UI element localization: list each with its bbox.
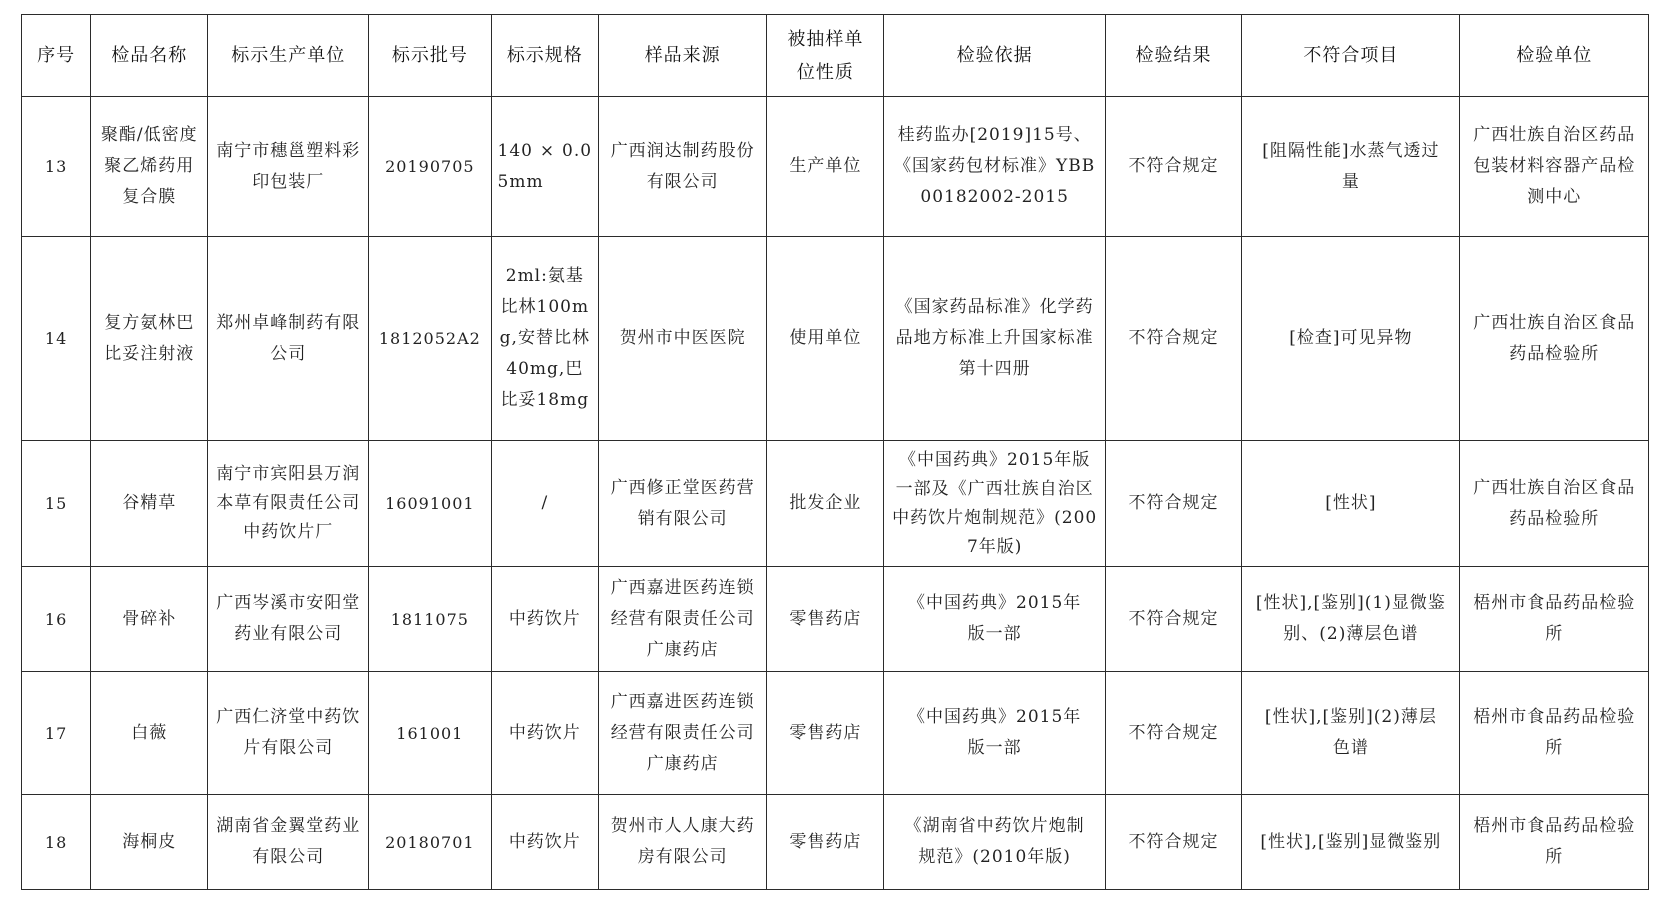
header-lab: 检验单位 xyxy=(1460,15,1649,97)
cell-seq: 18 xyxy=(22,795,91,890)
cell-basis: 《中国药典》2015年版一部 xyxy=(884,672,1105,795)
cell-spec: 140 × 0.05mm xyxy=(491,97,599,237)
cell-lab: 广西壮族自治区食品药品检验所 xyxy=(1460,441,1649,567)
table-row xyxy=(22,441,1649,567)
cell-nonconformity: [性状],[鉴别](1)显微鉴别、(2)薄层色谱 xyxy=(1242,567,1460,672)
cell-spec: 中药饮片 xyxy=(491,567,599,672)
cell-unit-type: 生产单位 xyxy=(767,97,884,237)
cell-seq: 16 xyxy=(22,567,91,672)
cell-batch: 161001 xyxy=(369,672,491,795)
cell-manufacturer: 广西岑溪市安阳堂药业有限公司 xyxy=(208,567,369,672)
cell-batch: 20190705 xyxy=(369,97,491,237)
cell-nonconformity: [阻隔性能]水蒸气透过量 xyxy=(1242,97,1460,237)
cell-name: 海桐皮 xyxy=(91,795,208,890)
cell-nonconformity: [性状],[鉴别](2)薄层色谱 xyxy=(1242,672,1460,795)
cell-seq: 14 xyxy=(22,237,91,441)
cell-basis: 桂药监办[2019]15号、《国家药包材标准》YBB00182002-2015 xyxy=(884,97,1105,237)
cell-batch: 16091001 xyxy=(369,441,491,567)
cell-basis: 《中国药典》2015年版一部 xyxy=(884,567,1105,672)
cell-source: 广西嘉进医药连锁经营有限责任公司广康药店 xyxy=(599,672,767,795)
cell-seq: 15 xyxy=(22,441,91,567)
cell-name: 谷精草 xyxy=(91,441,208,567)
cell-unit-type: 零售药店 xyxy=(767,567,884,672)
cell-name: 聚酯/低密度聚乙烯药用复合膜 xyxy=(91,97,208,237)
header-basis: 检验依据 xyxy=(884,15,1105,97)
cell-nonconformity: [性状] xyxy=(1242,441,1460,567)
cell-basis: 《湖南省中药饮片炮制规范》(2010年版) xyxy=(884,795,1105,890)
cell-manufacturer: 广西仁济堂中药饮片有限公司 xyxy=(208,672,369,795)
cell-result: 不符合规定 xyxy=(1105,97,1241,237)
table-header-row xyxy=(22,15,1649,97)
header-name: 检品名称 xyxy=(91,15,208,97)
header-spec: 标示规格 xyxy=(491,15,599,97)
cell-batch: 1811075 xyxy=(369,567,491,672)
cell-lab: 梧州市食品药品检验所 xyxy=(1460,795,1649,890)
cell-result: 不符合规定 xyxy=(1105,795,1241,890)
cell-name: 骨碎补 xyxy=(91,567,208,672)
cell-nonconformity: [性状],[鉴别]显微鉴别 xyxy=(1242,795,1460,890)
cell-source: 广西嘉进医药连锁经营有限责任公司广康药店 xyxy=(599,567,767,672)
header-unit-type: 被抽样单位性质 xyxy=(767,15,884,97)
cell-manufacturer: 郑州卓峰制药有限公司 xyxy=(208,237,369,441)
cell-name: 白薇 xyxy=(91,672,208,795)
header-batch: 标示批号 xyxy=(369,15,491,97)
cell-spec: 2ml:氨基比林100mg,安替比林40mg,巴比妥18mg xyxy=(491,237,599,441)
table-row xyxy=(22,795,1649,890)
cell-batch: 1812052A2 xyxy=(369,237,491,441)
inspection-results-table xyxy=(21,14,1649,890)
header-seq: 序号 xyxy=(22,15,91,97)
cell-unit-type: 使用单位 xyxy=(767,237,884,441)
cell-result: 不符合规定 xyxy=(1105,237,1241,441)
cell-basis: 《中国药典》2015年版一部及《广西壮族自治区中药饮片炮制规范》(2007年版) xyxy=(884,441,1105,567)
cell-unit-type: 零售药店 xyxy=(767,795,884,890)
cell-spec: 中药饮片 xyxy=(491,795,599,890)
cell-lab: 广西壮族自治区药品包装材料容器产品检测中心 xyxy=(1460,97,1649,237)
cell-lab: 广西壮族自治区食品药品检验所 xyxy=(1460,237,1649,441)
table-row xyxy=(22,97,1649,237)
cell-name: 复方氨林巴比妥注射液 xyxy=(91,237,208,441)
cell-batch: 20180701 xyxy=(369,795,491,890)
cell-seq: 13 xyxy=(22,97,91,237)
cell-result: 不符合规定 xyxy=(1105,672,1241,795)
cell-result: 不符合规定 xyxy=(1105,567,1241,672)
cell-lab: 梧州市食品药品检验所 xyxy=(1460,672,1649,795)
cell-spec: / xyxy=(491,441,599,567)
cell-nonconformity: [检查]可见异物 xyxy=(1242,237,1460,441)
table-row xyxy=(22,237,1649,441)
header-result: 检验结果 xyxy=(1105,15,1241,97)
header-nonconformity: 不符合项目 xyxy=(1242,15,1460,97)
cell-source: 广西润达制药股份有限公司 xyxy=(599,97,767,237)
cell-manufacturer: 湖南省金翼堂药业有限公司 xyxy=(208,795,369,890)
cell-manufacturer: 南宁市宾阳县万润本草有限责任公司中药饮片厂 xyxy=(208,441,369,567)
cell-source: 贺州市中医医院 xyxy=(599,237,767,441)
cell-manufacturer: 南宁市穗邕塑料彩印包装厂 xyxy=(208,97,369,237)
cell-source: 广西修正堂医药营销有限公司 xyxy=(599,441,767,567)
table-row xyxy=(22,567,1649,672)
cell-unit-type: 零售药店 xyxy=(767,672,884,795)
cell-seq: 17 xyxy=(22,672,91,795)
cell-result: 不符合规定 xyxy=(1105,441,1241,567)
cell-basis: 《国家药品标准》化学药品地方标准上升国家标准第十四册 xyxy=(884,237,1105,441)
cell-spec: 中药饮片 xyxy=(491,672,599,795)
header-source: 样品来源 xyxy=(599,15,767,97)
cell-lab: 梧州市食品药品检验所 xyxy=(1460,567,1649,672)
cell-source: 贺州市人人康大药房有限公司 xyxy=(599,795,767,890)
table-row xyxy=(22,672,1649,795)
header-manufacturer: 标示生产单位 xyxy=(208,15,369,97)
cell-unit-type: 批发企业 xyxy=(767,441,884,567)
